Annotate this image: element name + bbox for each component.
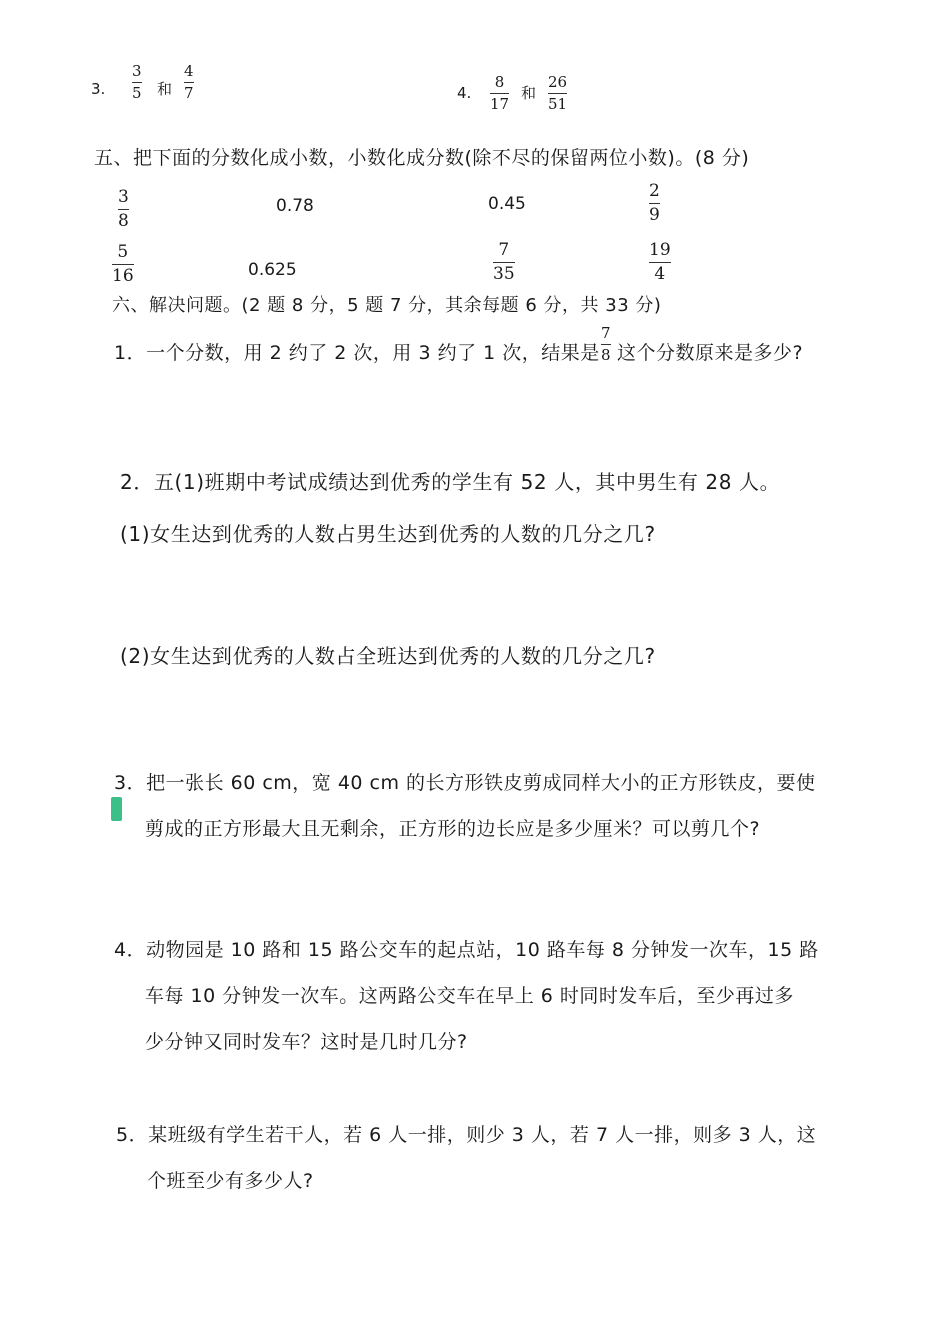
question-1-ending: 这个分数原来是多少? <box>617 342 804 364</box>
fraction-8-17: 8 17 <box>490 73 510 113</box>
compare-q3-word: 和 <box>157 80 173 98</box>
fraction-4-7: 4 7 <box>184 62 194 102</box>
fraction-2-9: 2 9 <box>649 181 660 225</box>
fraction-3-8: 3 8 <box>118 187 129 231</box>
question-3-line2: 剪成的正方形最大且无剩余，正方形的边长应是多少厘米？可以剪几个? <box>145 818 761 840</box>
question-2-sub1: (1)女生达到优秀的人数占男生达到优秀的人数的几分之几? <box>120 522 656 546</box>
fraction-19-4: 19 4 <box>649 240 671 284</box>
question-4-line1: 4．动物园是 10 路和 15 路公交车的起点站，10 路车每 8 分钟发一次车，15 路 <box>114 939 819 961</box>
question-3-line1: 3．把一张长 60 cm，宽 40 cm 的长方形铁皮剪成同样大小的正方形铁皮，要使 <box>114 772 816 794</box>
question-2-sub2: (2)女生达到优秀的人数占全班达到优秀的人数的几分之几? <box>120 644 656 668</box>
section6-title: 六、解决问题。(2 题 8 分，5 题 7 分，其余每题 6 分，共 33 分) <box>112 295 662 316</box>
compare-q4-label: 4. <box>457 84 472 102</box>
question-2-stem: 2．五(1)班期中考试成绩达到优秀的学生有 52 人，其中男生有 28 人。 <box>120 470 781 494</box>
compare-q3-label: 3. <box>91 80 106 98</box>
decimal-0-45: 0.45 <box>488 194 526 214</box>
decimal-0-625: 0.625 <box>248 260 297 280</box>
question-5-line1: 5．某班级有学生若干人，若 6 人一排，则少 3 人，若 7 人一排，则多 3 人，这 <box>116 1124 817 1146</box>
question-4-line2: 车每 10 分钟发一次车。这两路公交车在早上 6 时同时发车后，至少再过多 <box>145 985 794 1007</box>
fraction-5-16: 5 16 <box>112 242 134 286</box>
question-1 <box>114 338 600 365</box>
question-1-text: 1．一个分数，用 2 约了 2 次，用 3 约了 1 次，结果是 <box>114 342 600 364</box>
fraction-7-35: 7 35 <box>493 240 515 284</box>
fraction-7-8: 7 8 <box>601 324 611 364</box>
compare-q4-word: 和 <box>521 84 537 102</box>
fraction-3-5: 3 5 <box>132 62 142 102</box>
decimal-0-78: 0.78 <box>276 196 314 216</box>
margin-marker <box>111 797 122 821</box>
fraction-26-51: 26 51 <box>548 73 568 113</box>
section5-title: 五、把下面的分数化成小数，小数化成分数(除不尽的保留两位小数)。(8 分) <box>94 147 750 169</box>
question-4-line3: 少分钟又同时发车？这时是几时几分? <box>145 1031 468 1053</box>
question-5-line2: 个班至少有多少人? <box>147 1170 314 1192</box>
